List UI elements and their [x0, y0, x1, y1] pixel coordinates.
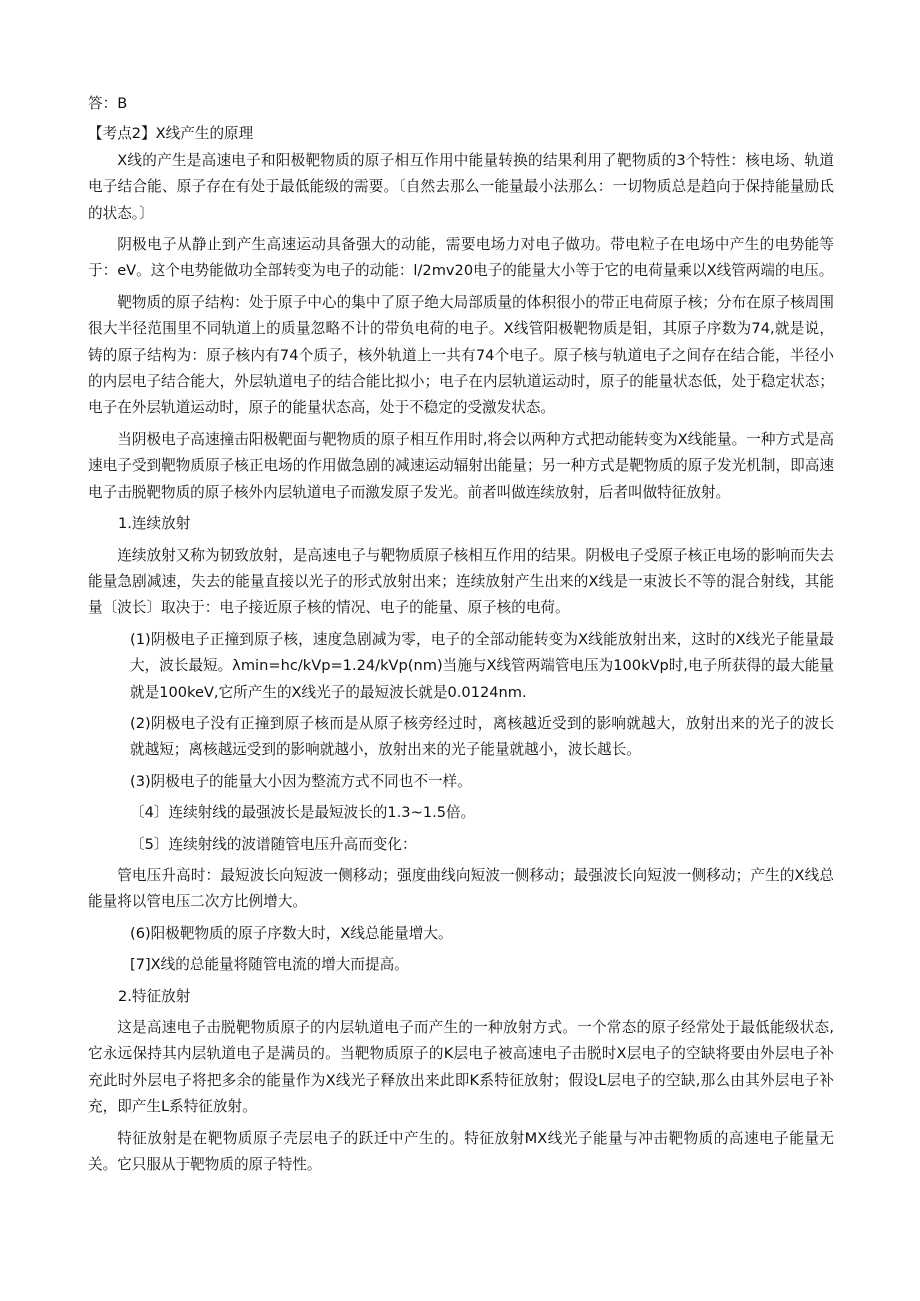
continuous-item-5: 〔5〕连续射线的波谱随管电压升高而变化：: [130, 835, 417, 853]
paragraph-voltage: 管电压升高时：最短波长向短波一侧移动；强度曲线向短波一侧移动；最强波长向短波一侧移动；产生的X线总能量将以管电压二次方比例增大。: [88, 866, 834, 911]
paragraph-intro: X线的产生是高速电子和阳极靶物质的原子相互作用中能量转换的结果利用了靶物质的3个特性：核电场、轨道电子结合能、原子存在有处于最低能级的需要。〔自然去那么一能量最小法那么：一切物质总是趋向于保持能量励氐的状态。〕: [88, 151, 834, 222]
heading-characteristic: 2.特征放射: [118, 987, 191, 1005]
paragraph-characteristic-1: 这是高速电子击脱靶物质原子的内层轨道电子而产生的一种放射方式。一个常态的原子经常处于最低能级状态,它永远保持其内层轨道电子是满员的。当靶物质原子的K层电子被高速电子击脱时X层电子的空缺将要由外层电子补充此时外层电子将把多余的能量作为X线光子释放出来此即K系特征放射；假设L层电子的空缺,那么由其外层电子补充，即产生L系特征放射。: [88, 1019, 834, 1116]
continuous-item-6: (6)阳极靶物质的原子序数大时，X线总能量增大。: [130, 924, 453, 942]
paragraph-interaction: 当阴极电子高速撞击阳极靶面与靶物质的原子相互作用时,将会以两种方式把动能转变为X线能量。一种方式是高速电子受到靶物质原子核正电场的作用做急剧的减速运动辐射出能量；另一种方式是靶物质的原子发光机制，即高速电子击脱靶物质的原子核外内层轨道电子而激发原子发光。前者叫做连续放射，后者叫做特征放射。: [88, 430, 834, 501]
continuous-item-7: [7]X线的总能量将随管电流的增大而提高。: [130, 956, 409, 974]
heading-continuous: 1.连续放射: [118, 515, 191, 533]
continuous-item-2: (2)阴极电子没有正撞到原子核而是从原子核旁经过时，离核越近受到的影响就越大，放射出来的光子的波长就越短；离核越远受到的影响就越小，放射出来的光子能量就越小，波长越长。: [130, 714, 834, 759]
section-title: 【考点2】X线产生的原理: [88, 125, 254, 143]
document-page: [88, 91, 834, 1178]
answer-line: 答：B: [88, 95, 128, 112]
continuous-item-1: (1)阴极电子正撞到原子核，速度急剧减为零，电子的全部动能转变为X线能放射出来，这时的X线光子能量最大，波长最短。λmin=hc/kVp=1.24/kVp(nm)当施与X线管两端管电压为100kVp时,电子所获得的最大能量就是100keV,它所产生的X线光子的最短波长就是0.0124nm.: [130, 630, 834, 701]
continuous-item-4: 〔4〕连续射线的最强波长是最短波长的1.3~1.5倍。: [130, 804, 476, 822]
paragraph-structure: 靶物质的原子结构：处于原子中心的集中了原子绝大局部质量的体积很小的带正电荷原子核；分布在原子核周围很大半径范围里不同轨道上的质量忽略不计的带负电荷的电子。X线管阳极靶物质是钼，其原子序数为74,就是说，铸的原子结构为：原子核内有74个质子，核外轨道上一共有74个电子。原子核与轨道电子之间存在结合能，半径小的内层电子结合能大，外层轨道电子的结合能比拟小；电子在内层轨道运动时，原子的能量状态低，处于稳定状态；电子在外层轨道运动时，原子的能量状态高，处于不稳定的受激发状态。: [88, 293, 834, 417]
paragraph-characteristic-2: 特征放射是在靶物质原子壳层电子的跃迁中产生的。特征放射MX线光子能量与冲击靶物质的高速电子能量无关。它只服从于靶物质的原子特性。: [88, 1129, 834, 1174]
paragraph-continuous-intro: 连续放射又称为韧致放射，是高速电子与靶物质原子核相互作用的结果。阴极电子受原子核正电场的影响而失去能量急剧减速，失去的能量直接以光子的形式放射出来；连续放射产生出来的X线是一束波长不等的混合射线，其能量〔波长〕取决于：电子接近原子核的情况、电子的能量、原子核的电荷。: [88, 546, 834, 617]
paragraph-cathode: 阴极电子从静止到产生高速运动具备强大的动能，需要电场力对电子做功。带电粒子在电场中产生的电势能等于：eV。这个电势能做功全部转变为电子的动能：l/2mv20电子的能量大小等于它的电荷量乘以X线管两端的电压。: [88, 236, 834, 280]
continuous-item-3: (3)阴极电子的能量大小因为整流方式不同也不一样。: [130, 772, 472, 790]
